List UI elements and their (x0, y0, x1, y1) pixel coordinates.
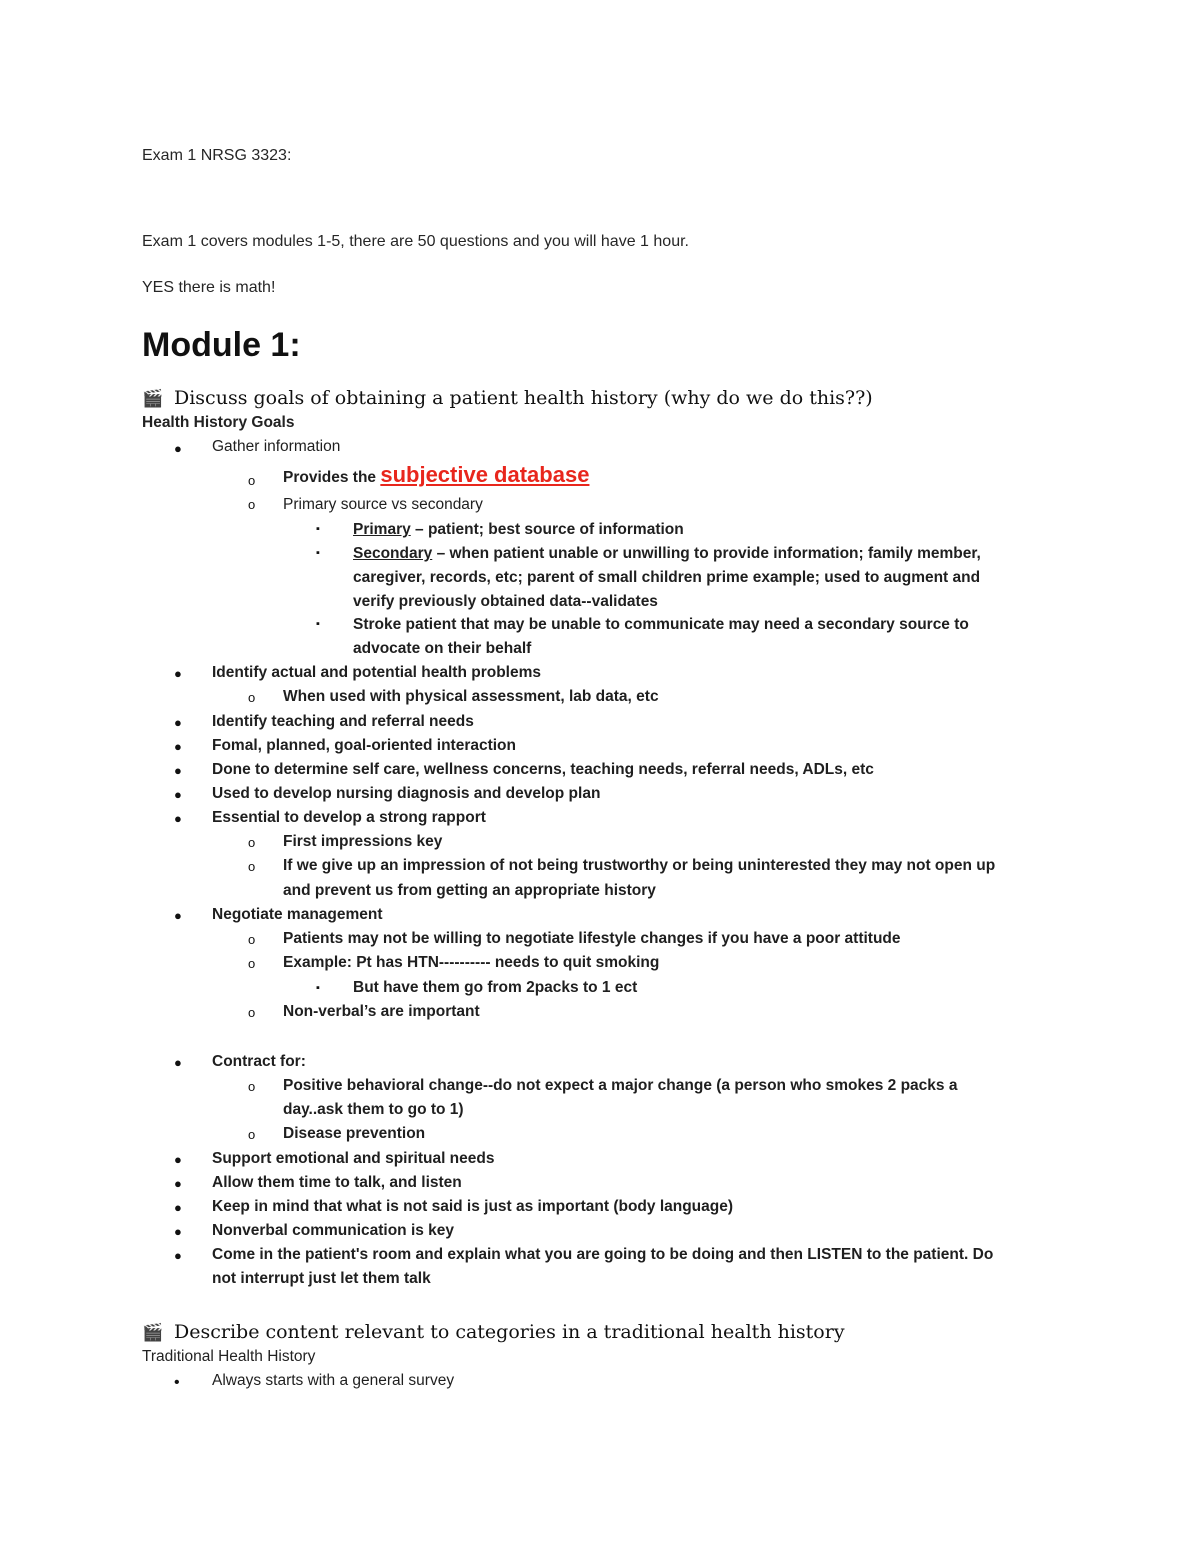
list-item: Gather information (212, 438, 341, 455)
bullet-marker: ▪ (316, 618, 320, 630)
section-heading: Health History Goals (142, 414, 295, 431)
list-item: If we give up an impression of not being trustworthy or being uninterested they may not open up (283, 857, 996, 874)
list-item: Used to develop nursing diagnosis and develop plan (212, 785, 601, 802)
clapperboard-icon: 🎬 (142, 1323, 164, 1343)
objective-heading (142, 387, 873, 409)
list-item: Identify actual and potential health problems (212, 664, 541, 681)
list-item-continuation: day..ask them to go to 1) (283, 1101, 464, 1118)
list-item: Positive behavioral change--do not expect a major change (a person who smokes 2 packs a (283, 1077, 958, 1094)
list-item: Identify teaching and referral needs (212, 713, 474, 730)
term-secondary: Secondary (353, 545, 433, 562)
list-item-continuation: not interrupt just let them talk (212, 1270, 431, 1287)
list-item: Disease prevention (283, 1125, 426, 1142)
bullet-marker: ▪ (316, 982, 320, 994)
list-item-continuation: verify previously obtained data--validates (353, 593, 658, 610)
bullet-marker: o (248, 497, 256, 512)
highlight-term: subjective database (380, 462, 590, 487)
list-item-continuation: and prevent us from getting an appropriate history (283, 882, 656, 899)
intro-line: YES there is math! (142, 279, 276, 296)
list-item: When used with physical assessment, lab data, etc (283, 688, 659, 705)
list-item-continuation: advocate on their behalf (353, 640, 532, 657)
bullet-marker: ▪ (316, 547, 320, 559)
term-primary: Primary (353, 521, 411, 538)
objective-text: Describe content relevant to categories in a traditional health history (174, 1321, 845, 1343)
list-item: Contract for: (212, 1053, 306, 1070)
bullet-marker: o (248, 932, 256, 947)
section-heading: Traditional Health History (142, 1348, 316, 1365)
list-item: Fomal, planned, goal-oriented interaction (212, 737, 516, 754)
list-item: Primary source vs secondary (283, 496, 483, 513)
bullet-marker: ● (174, 1224, 182, 1239)
bullet-marker: o (248, 1005, 256, 1020)
list-item: Stroke patient that may be unable to communicate may need a secondary source to (353, 616, 969, 633)
bullet-marker: ▪ (316, 523, 320, 535)
list-item: But have them go from 2packs to 1 ect (353, 979, 638, 996)
list-item: Negotiate management (212, 906, 383, 923)
list-item-text: Provides the (283, 469, 381, 486)
list-item-text: – when patient unable or unwilling to provide information; family member, (432, 545, 981, 562)
bullet-marker: ● (174, 666, 182, 681)
bullet-marker: o (248, 956, 256, 971)
objective-heading (142, 1321, 845, 1343)
bullet-marker: ● (174, 715, 182, 730)
objective-text: Discuss goals of obtaining a patient health history (why do we do this??) (174, 387, 873, 409)
bullet-marker: ● (174, 811, 182, 826)
bullet-marker: ● (174, 908, 182, 923)
list-item: Support emotional and spiritual needs (212, 1150, 495, 1167)
list-item: Essential to develop a strong rapport (212, 809, 486, 826)
list-item (353, 545, 981, 563)
bullet-marker: o (248, 859, 256, 874)
list-item: First impressions key (283, 833, 443, 850)
list-item: Allow them time to talk, and listen (212, 1174, 462, 1191)
intro-line: Exam 1 covers modules 1-5, there are 50 questions and you will have 1 hour. (142, 233, 689, 250)
list-item (283, 462, 589, 488)
bullet-marker: o (248, 690, 256, 705)
list-item: Come in the patient's room and explain what you are going to be doing and then LISTEN to the patient. Do (212, 1246, 994, 1263)
bullet-marker: ● (174, 787, 182, 802)
bullet-marker: • (174, 1374, 180, 1391)
bullet-marker: ● (174, 441, 182, 456)
list-item: Keep in mind that what is not said is just as important (body language) (212, 1198, 734, 1215)
bullet-marker: o (248, 1127, 256, 1142)
bullet-marker: ● (174, 1152, 182, 1167)
bullet-marker: o (248, 473, 256, 488)
document-title: Exam 1 NRSG 3323: (142, 147, 292, 164)
list-item: Example: Pt has HTN---------- needs to quit smoking (283, 954, 660, 971)
list-item: Done to determine self care, wellness concerns, teaching needs, referral needs, ADLs, etc (212, 761, 874, 778)
bullet-marker: ● (174, 739, 182, 754)
bullet-marker: o (248, 1079, 256, 1094)
list-item: Non-verbal’s are important (283, 1003, 480, 1020)
list-item: Patients may not be willing to negotiate lifestyle changes if you have a poor attitude (283, 930, 901, 947)
clapperboard-icon: 🎬 (142, 389, 164, 409)
list-item: Always starts with a general survey (212, 1372, 455, 1389)
bullet-marker: ● (174, 763, 182, 778)
module-heading: Module 1: (142, 326, 301, 364)
bullet-marker: ● (174, 1248, 182, 1263)
bullet-marker: ● (174, 1055, 182, 1070)
bullet-marker: ● (174, 1176, 182, 1191)
list-item-continuation: caregiver, records, etc; parent of small children prime example; used to augment and (353, 569, 981, 586)
bullet-marker: ● (174, 1200, 182, 1215)
list-item-text: – patient; best source of information (410, 521, 684, 538)
list-item (353, 521, 684, 539)
bullet-marker: o (248, 835, 256, 850)
list-item: Nonverbal communication is key (212, 1222, 455, 1239)
